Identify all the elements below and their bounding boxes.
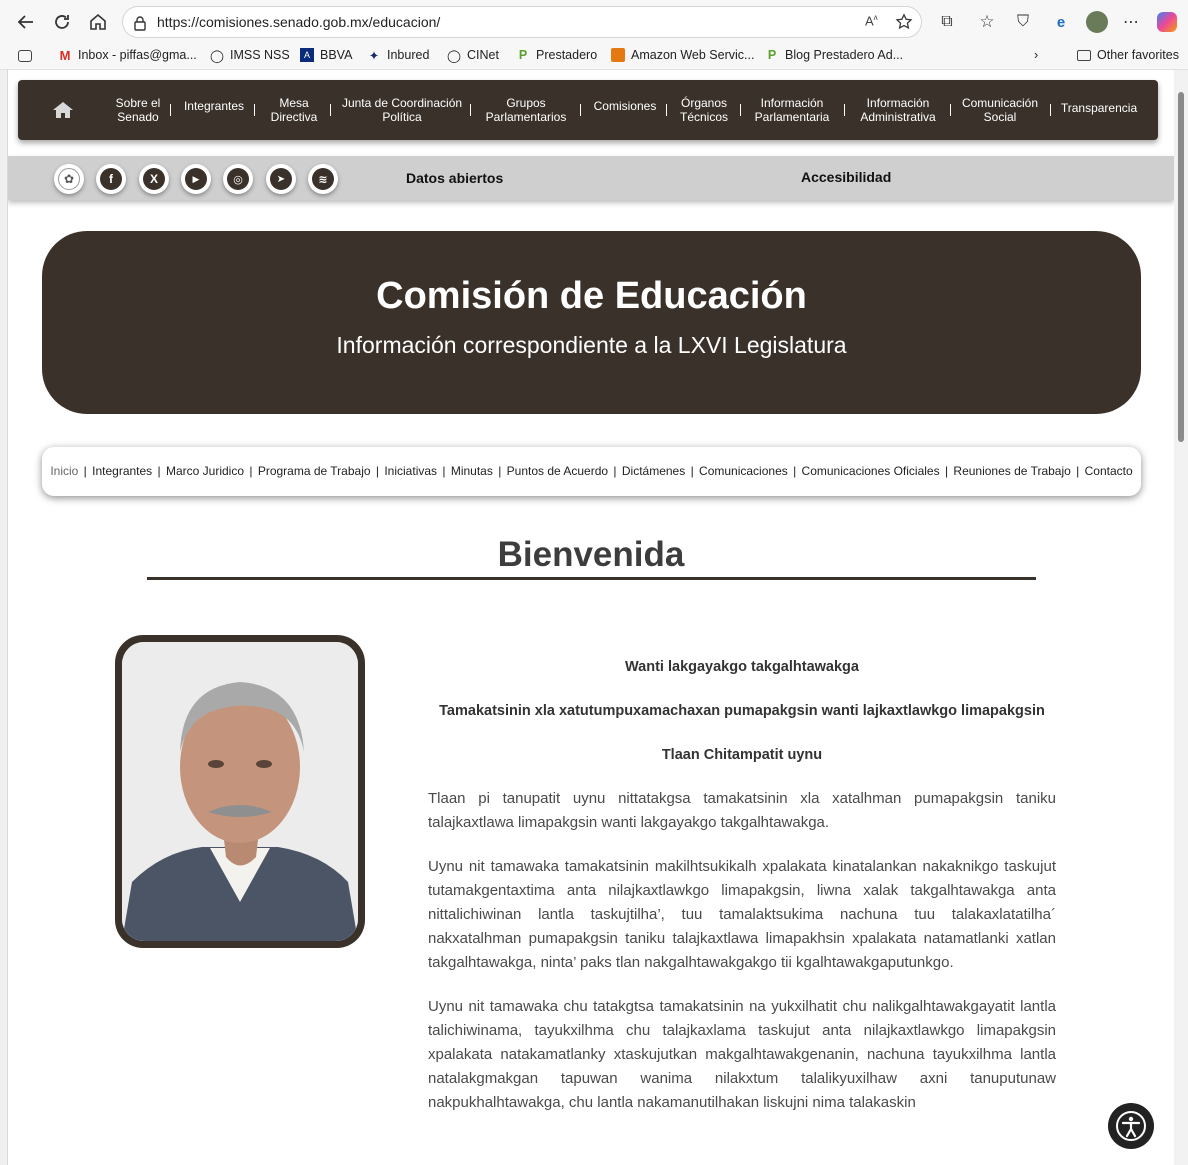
nav-label: Transparencia [1060, 101, 1138, 115]
nav-divider [580, 104, 581, 116]
other-favorites[interactable] [1077, 48, 1179, 62]
page-scrollbar[interactable] [1174, 70, 1188, 1165]
nav-label: Junta de Coordinación Política [341, 96, 463, 124]
back-button[interactable] [8, 4, 44, 40]
subnav-puntos-de-acuerdo[interactable]: Puntos de Acuerdo [506, 464, 609, 478]
nav-divider [254, 104, 255, 116]
nav-informacion-parlamentaria[interactable] [746, 80, 838, 140]
bookmark-label: Prestadero [536, 48, 598, 62]
extensions-button[interactable] [932, 4, 962, 40]
prestadero-icon: P [518, 48, 528, 62]
bookmark-label: Inbox - piffas@gma... [78, 48, 197, 62]
profile-button[interactable] [1082, 4, 1112, 40]
chevron-right-icon: › [1034, 48, 1039, 62]
lock-icon [133, 15, 147, 31]
favorites-icon: ☆ [979, 12, 995, 31]
nav-label: Comisiones [593, 99, 657, 113]
browser-toolbar [0, 0, 1188, 44]
facebook-link[interactable] [96, 164, 126, 194]
senado-logo-icon: ✿ [58, 168, 80, 190]
subnav-programa-de-trabajo[interactable]: Programa de Trabajo [257, 464, 371, 478]
page-subtitle: Información correspondiente a la LXVI Legislatura [336, 332, 847, 358]
commission-subnav [42, 447, 1141, 496]
instagram-link[interactable] [223, 164, 253, 194]
globe-icon: ◯ [447, 48, 461, 63]
globe-icon: ◯ [210, 48, 224, 63]
bookmark-prestadero[interactable] [516, 48, 597, 62]
president-portrait [115, 635, 365, 948]
youtube-icon: ▶ [185, 168, 207, 190]
gmail-icon: M [59, 47, 71, 63]
bookmark-blog-prestadero[interactable] [765, 48, 903, 62]
bookmark-inbox[interactable] [58, 48, 197, 62]
prestadero-icon: P [767, 48, 777, 62]
paragraph: Uynu nit tamawaka tamakatsinin makilhtsukikalh xpalakata kinatalankan nakaknikgo taskujut tutamakgentaxtima anta nilajkaxtlawkgo limapakgsin, liwna xalak takgalhtawakga anta nittalichiwinan lantla taskujtilha’, tuu tamalaktsukima nachuna tuu talakaxlatatilha´ nakxatalhman pumapakgsin taniku talajkaxtlawa limapakhsin xpalakata natamatlanki xatlan takgalhtawakga, ninta’ paks tlan nakgalhtawakgakgo tii kgalhtawakgaputunkgo. [428, 858, 1056, 971]
nav-label: Grupos Parlamentarios [485, 96, 567, 124]
url-text: https://comisiones.senado.gob.mx/educacion/ [157, 14, 441, 30]
greeting: Wanti lakgayakgo takgalhtawakga [625, 659, 859, 675]
nav-sobre-el-senado[interactable] [106, 80, 170, 140]
favorite-star-icon[interactable] [895, 13, 913, 31]
nav-divider [740, 104, 741, 116]
subnav-marco-juridico[interactable]: Marco Juridico [165, 464, 245, 478]
main-navigation [18, 80, 1158, 140]
nav-comunicacion-social[interactable] [956, 80, 1044, 140]
browser-essentials-button[interactable] [1008, 4, 1038, 40]
nav-label: Integrantes [183, 99, 245, 113]
message-author: Tlaan Chitampatit uynu [661, 747, 823, 763]
hero-banner [42, 231, 1141, 414]
home-icon [88, 12, 108, 32]
back-arrow-icon [16, 12, 36, 32]
bookmark-label: Inbured [387, 48, 430, 62]
message-title: Tamakatsinin xla xatutumpuxamachaxan pumapakgsin wanti lajkaxtlawkgo limapakgsin [439, 703, 1045, 719]
nav-divider [950, 104, 951, 116]
page-title: Comisión de Educación [376, 275, 807, 317]
paragraph: Uynu nit tamawaka chu tatakgtsa tamakatsinin na yukxilhatit chu nalikgalhtawakgayatit lantla talichiwinama, tayukxilhma chu talajkaxlama taskujut anta nilajkaxtlawkgo limapakgsin xpalakata natakamatlanky xtaskujutkan makgalhtawakgenanin, nachuna tayukxilhma lantla natalakgmakgan tapuwan wanima nilakxtum talalikyuxilhaw axni tanuputunaw nakpukhalhtawakga, chu lantla nakamanutilhakan liskujni nima talakaskin [428, 998, 1056, 1111]
x-link[interactable] [139, 164, 169, 194]
ie-mode-button[interactable] [1046, 4, 1076, 40]
portrait-photo [122, 642, 358, 941]
copilot-button[interactable] [1152, 4, 1182, 40]
section-heading: Bienvenida [497, 535, 685, 574]
telegram-icon: ➤ [270, 168, 292, 190]
nav-transparencia[interactable] [1056, 80, 1142, 140]
spotify-link[interactable] [308, 164, 338, 194]
youtube-link[interactable] [181, 164, 211, 194]
spotify-icon: ≋ [312, 168, 334, 190]
nav-home[interactable] [48, 80, 78, 140]
address-bar[interactable] [122, 6, 922, 38]
bookmark-label: Other favorites [1097, 48, 1179, 62]
nav-divider [330, 104, 331, 116]
subnav-iniciativas[interactable]: Iniciativas [384, 464, 438, 478]
inbured-icon: ✦ [368, 48, 380, 63]
nav-divider [1050, 104, 1051, 116]
nav-grupos-parlamentarios[interactable] [478, 80, 574, 140]
favorites-button[interactable] [972, 4, 1002, 40]
side-panel-edge [0, 70, 8, 1165]
nav-junta-coordinacion[interactable] [338, 80, 466, 140]
subnav-comunicaciones[interactable]: Comunicaciones [699, 464, 788, 478]
settings-menu-button[interactable] [1116, 4, 1146, 40]
avatar [1086, 11, 1108, 33]
accesibilidad-link[interactable]: Accesibilidad [801, 169, 892, 185]
telegram-link[interactable] [266, 164, 296, 194]
nav-divider [666, 104, 667, 116]
home-icon [52, 101, 74, 119]
bookmark-bbva[interactable] [300, 48, 352, 62]
web-page [8, 70, 1174, 1165]
ie-icon: e [1056, 13, 1066, 31]
subnav-links: Inicio | Integrantes | Marco Juridico | Programa de Trabajo | Iniciativas | Minutas | Puntos de Acuerdo | Dictámenes | Comunicaciones | Comunicaciones Oficiales | Reuniones de Trabajo | Contacto [50, 464, 1133, 478]
senado-logo-link[interactable] [54, 164, 84, 194]
folder-icon [1077, 50, 1091, 61]
puzzle-icon: ⧉ [941, 13, 953, 30]
nav-divider [170, 104, 171, 116]
bookmark-inbured[interactable] [367, 48, 429, 62]
bookmark-label: Blog Prestadero Ad... [785, 48, 904, 62]
refresh-icon [52, 12, 72, 32]
subnav-inicio[interactable]: Inicio [50, 464, 79, 478]
bookmark-label: CINet [467, 48, 499, 62]
subnav-comunicaciones-oficiales[interactable]: Comunicaciones Oficiales [801, 464, 940, 478]
nav-organos-tecnicos[interactable] [672, 80, 736, 140]
subnav-integrantes[interactable]: Integrantes [92, 464, 153, 478]
home-button[interactable] [80, 4, 116, 40]
bookmark-label: BBVA [320, 48, 353, 62]
welcome-message [428, 655, 1056, 1115]
more-icon: ⋯ [1123, 14, 1139, 31]
bookmark-label: IMSS NSS [230, 48, 290, 62]
subnav-minutas[interactable]: Minutas [450, 464, 493, 478]
refresh-button[interactable] [44, 4, 80, 40]
nav-integrantes[interactable] [178, 80, 250, 140]
nav-label: Órganos Técnicos [679, 96, 729, 124]
bookmark-cinet[interactable] [447, 48, 499, 62]
nav-mesa-directiva[interactable] [262, 80, 326, 140]
bookmark-label: Amazon Web Servic... [631, 48, 755, 62]
facebook-icon: f [100, 168, 122, 190]
nav-comisiones[interactable] [588, 80, 662, 140]
accessibility-icon [1115, 1110, 1147, 1142]
paragraph: Tlaan pi tanupatit uynu nittatakgsa tamakatsinin xla xatalhman pumapakgsin taniku talajkaxtlawa limapakgsin wanti lakgayakgo takgalhtawakga. [428, 790, 1056, 831]
x-icon: X [143, 168, 165, 190]
social-bar [8, 156, 1174, 200]
bookmark-aws[interactable] [611, 48, 754, 62]
subnav-contacto[interactable]: Contacto [1084, 464, 1133, 478]
bookmark-imss[interactable] [210, 48, 290, 62]
bookmarks-bar [0, 44, 1188, 70]
nav-label: Información Parlamentaria [754, 96, 830, 124]
instagram-icon: ◎ [227, 168, 249, 190]
nav-label: Comunicación Social [961, 96, 1039, 124]
aws-icon [611, 48, 625, 62]
subnav-dictamenes[interactable]: Dictámenes [621, 464, 686, 478]
bbva-icon: A [300, 48, 314, 62]
nav-label: Sobre el Senado [115, 96, 161, 124]
shield-icon: ⛉ [1016, 13, 1029, 30]
bookmarks-overflow-button[interactable] [1034, 48, 1038, 62]
nav-informacion-administrativa[interactable] [850, 80, 946, 140]
reading-view-icon[interactable] [18, 50, 32, 62]
nav-label: Mesa Directiva [270, 96, 318, 124]
accessibility-button[interactable] [1108, 1103, 1154, 1149]
nav-divider [470, 104, 471, 116]
nav-divider [844, 104, 845, 116]
subnav-reuniones-de-trabajo[interactable]: Reuniones de Trabajo [953, 464, 1071, 478]
heading-underline [147, 577, 1036, 580]
scrollbar-thumb[interactable] [1178, 92, 1184, 442]
nav-label: Información Administrativa [860, 96, 936, 124]
copilot-icon [1157, 12, 1177, 32]
read-aloud-icon[interactable]: $A^ʌ$ [865, 13, 878, 29]
datos-abiertos-link[interactable]: Datos abiertos [406, 170, 504, 186]
